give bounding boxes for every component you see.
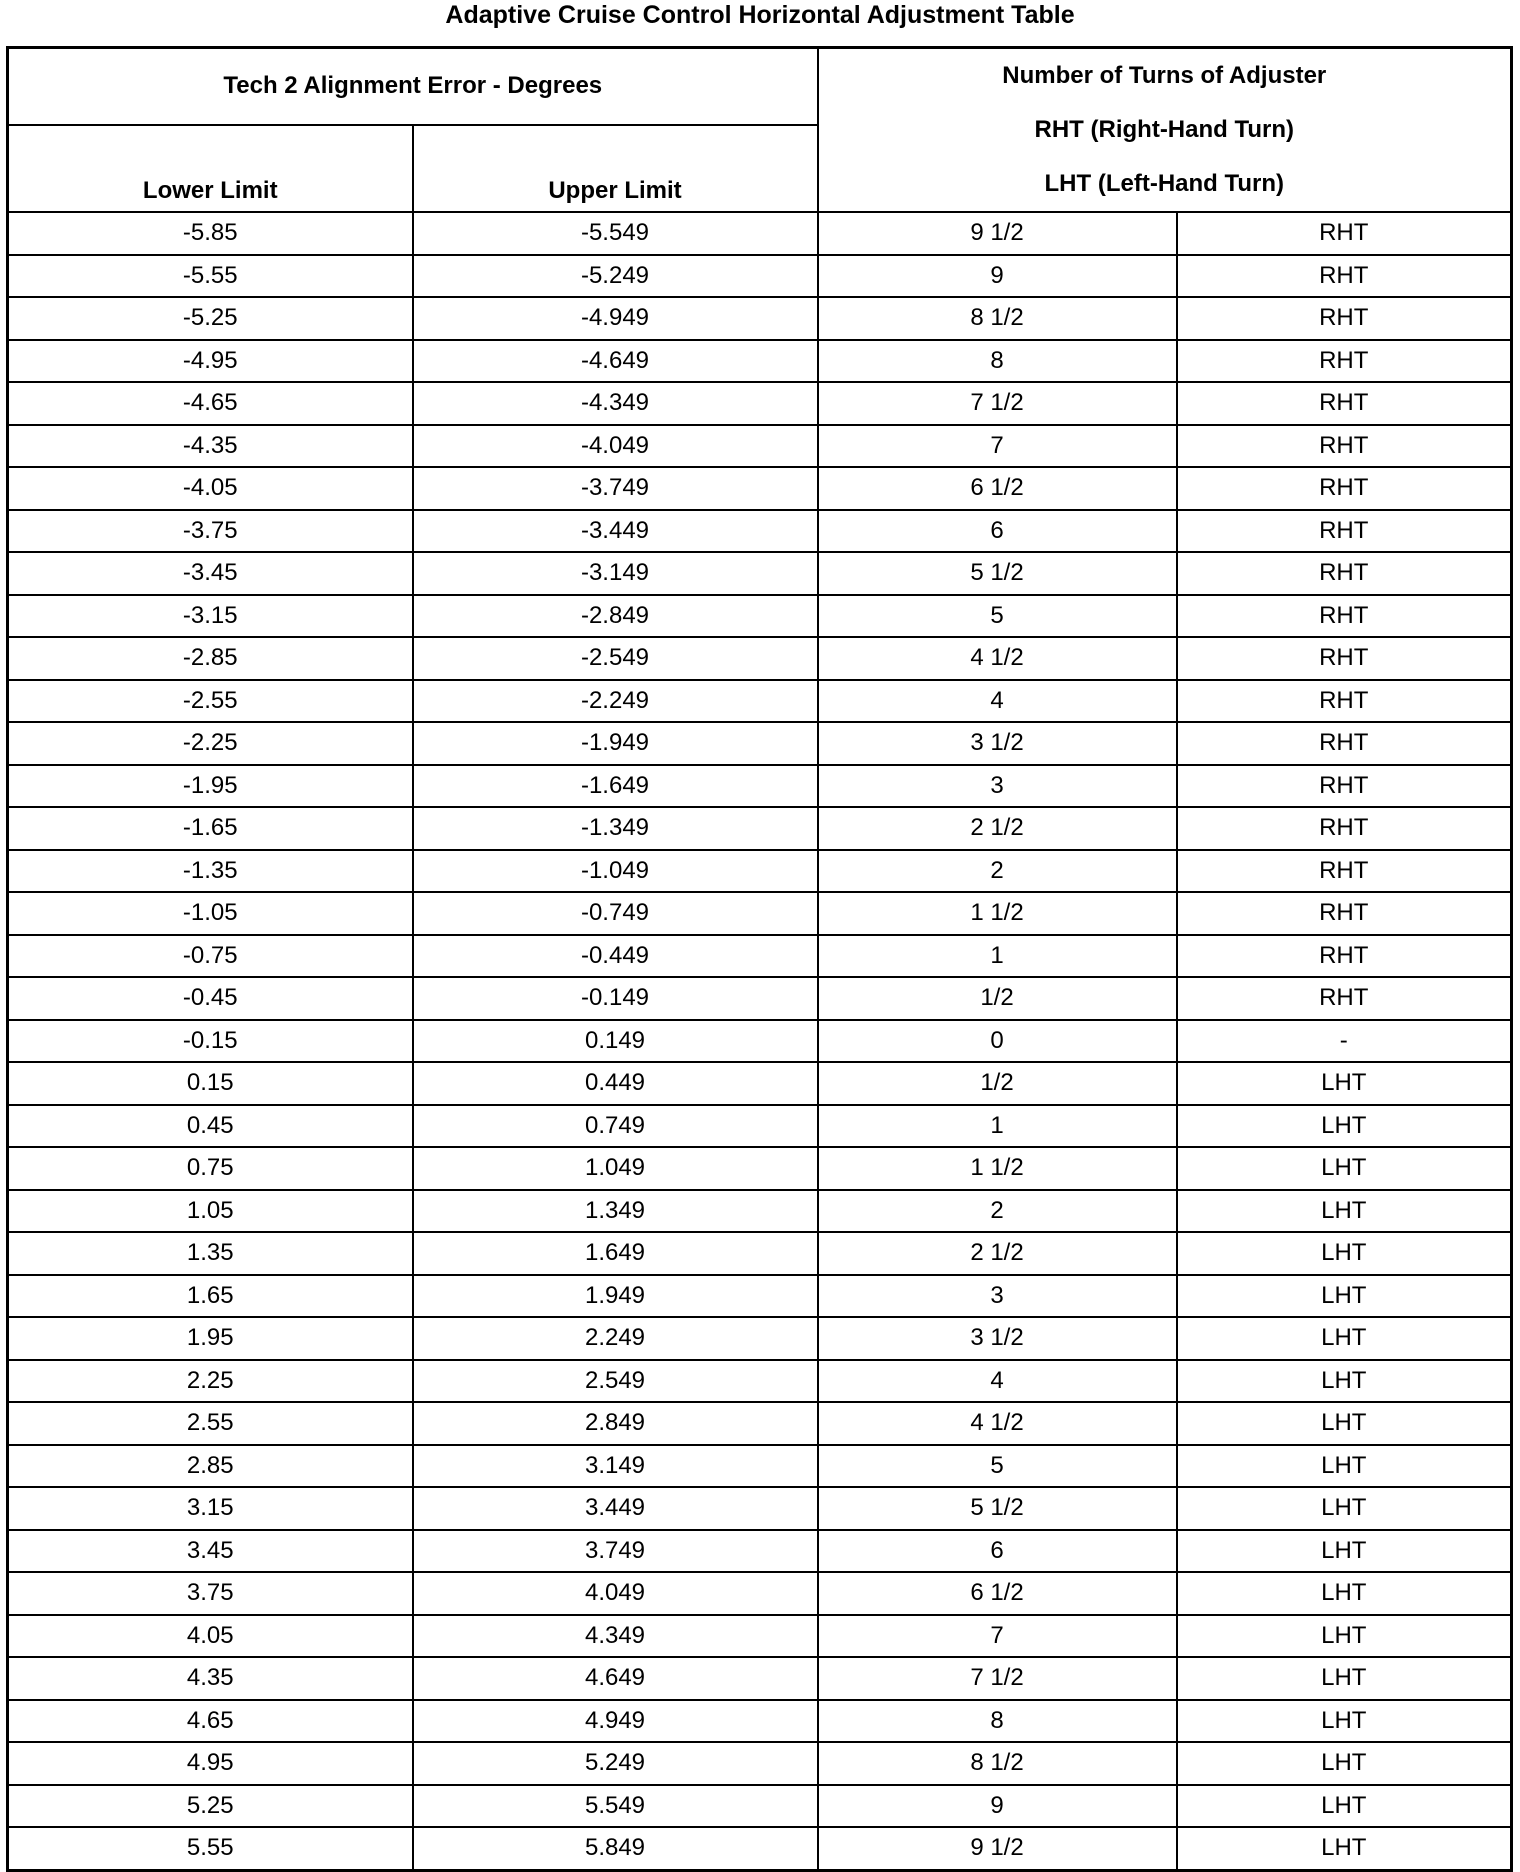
upper-limit-cell: -5.549 <box>413 212 818 255</box>
upper-limit-cell: 4.649 <box>413 1657 818 1700</box>
lower-limit-cell: 4.65 <box>8 1700 413 1743</box>
turn-direction-cell: LHT <box>1177 1190 1512 1233</box>
turns-count-cell: 7 1/2 <box>818 382 1177 425</box>
lower-limit-cell: -1.05 <box>8 892 413 935</box>
turns-count-cell: 9 <box>818 255 1177 298</box>
turn-direction-cell: LHT <box>1177 1232 1512 1275</box>
table-row <box>8 1360 1512 1403</box>
upper-limit-cell: 0.149 <box>413 1020 818 1063</box>
table-row <box>8 1827 1512 1870</box>
upper-limit-cell: 1.949 <box>413 1275 818 1318</box>
upper-limit-cell: 3.749 <box>413 1530 818 1573</box>
turn-direction-cell: RHT <box>1177 807 1512 850</box>
table-row <box>8 807 1512 850</box>
upper-limit-cell: 0.449 <box>413 1062 818 1105</box>
upper-limit-cell: 4.349 <box>413 1615 818 1658</box>
table-row <box>8 1530 1512 1573</box>
upper-limit-cell: -5.249 <box>413 255 818 298</box>
table-row <box>8 1020 1512 1063</box>
table-row <box>8 1317 1512 1360</box>
upper-limit-cell: 2.249 <box>413 1317 818 1360</box>
upper-limit-header: Upper Limit <box>413 125 818 212</box>
upper-limit-cell: -1.049 <box>413 850 818 893</box>
lower-limit-cell: -3.15 <box>8 595 413 638</box>
lower-limit-cell: -1.95 <box>8 765 413 808</box>
turn-direction-cell: RHT <box>1177 467 1512 510</box>
upper-limit-cell: 4.949 <box>413 1700 818 1743</box>
upper-limit-cell: 3.449 <box>413 1487 818 1530</box>
upper-limit-cell: 1.349 <box>413 1190 818 1233</box>
turns-header-line2: RHT (Right-Hand Turn) <box>1034 116 1295 143</box>
lower-limit-cell: -4.35 <box>8 425 413 468</box>
table-row <box>8 637 1512 680</box>
upper-limit-cell: -3.149 <box>413 552 818 595</box>
table-row <box>8 552 1512 595</box>
table-row <box>8 1615 1512 1658</box>
lower-limit-cell: 4.05 <box>8 1615 413 1658</box>
table-row <box>8 765 1512 808</box>
turn-direction-cell: - <box>1177 1020 1512 1063</box>
turns-count-cell: 9 <box>818 1785 1177 1828</box>
table-row <box>8 297 1512 340</box>
lower-limit-cell: 0.15 <box>8 1062 413 1105</box>
table-row <box>8 680 1512 723</box>
lower-limit-cell: 2.55 <box>8 1402 413 1445</box>
turns-count-cell: 8 <box>818 340 1177 383</box>
turn-direction-cell: RHT <box>1177 977 1512 1020</box>
turn-direction-cell: LHT <box>1177 1700 1512 1743</box>
turn-direction-cell: LHT <box>1177 1530 1512 1573</box>
table-row <box>8 382 1512 425</box>
turns-count-cell: 5 <box>818 595 1177 638</box>
table-row <box>8 212 1512 255</box>
turn-direction-cell: RHT <box>1177 425 1512 468</box>
turn-direction-cell: LHT <box>1177 1402 1512 1445</box>
lower-limit-cell: 0.45 <box>8 1105 413 1148</box>
turn-direction-cell: LHT <box>1177 1827 1512 1870</box>
lower-limit-cell: -2.85 <box>8 637 413 680</box>
lower-limit-cell: -2.25 <box>8 722 413 765</box>
turns-count-cell: 9 1/2 <box>818 212 1177 255</box>
table-header <box>8 48 1512 213</box>
lower-limit-cell: 0.75 <box>8 1147 413 1190</box>
upper-limit-cell: -4.049 <box>413 425 818 468</box>
turns-count-cell: 6 <box>818 1530 1177 1573</box>
turns-count-cell: 2 1/2 <box>818 807 1177 850</box>
turns-header-line1: Number of Turns of Adjuster <box>1002 62 1327 89</box>
turn-direction-cell: RHT <box>1177 892 1512 935</box>
turn-direction-cell: LHT <box>1177 1785 1512 1828</box>
turns-header-line3: LHT (Left-Hand Turn) <box>1044 170 1285 197</box>
turn-direction-cell: LHT <box>1177 1572 1512 1615</box>
upper-limit-cell: -0.449 <box>413 935 818 978</box>
lower-limit-cell: 2.85 <box>8 1445 413 1488</box>
turns-count-cell: 1/2 <box>818 1062 1177 1105</box>
table-row <box>8 255 1512 298</box>
turns-count-cell: 7 <box>818 425 1177 468</box>
lower-limit-cell: 1.35 <box>8 1232 413 1275</box>
lower-limit-cell: -0.45 <box>8 977 413 1020</box>
turn-direction-cell: RHT <box>1177 765 1512 808</box>
turn-direction-cell: RHT <box>1177 722 1512 765</box>
table-row <box>8 1105 1512 1148</box>
lower-limit-cell: -0.15 <box>8 1020 413 1063</box>
turns-count-cell: 1/2 <box>818 977 1177 1020</box>
turn-direction-cell: LHT <box>1177 1062 1512 1105</box>
table-row <box>8 1700 1512 1743</box>
lower-limit-cell: -4.05 <box>8 467 413 510</box>
turn-direction-cell: LHT <box>1177 1275 1512 1318</box>
table-row <box>8 850 1512 893</box>
upper-limit-cell: 0.749 <box>413 1105 818 1148</box>
table-row <box>8 1657 1512 1700</box>
turn-direction-cell: LHT <box>1177 1742 1512 1785</box>
turns-count-cell: 3 <box>818 1275 1177 1318</box>
turns-count-cell: 6 <box>818 510 1177 553</box>
lower-limit-cell: 5.25 <box>8 1785 413 1828</box>
upper-limit-cell: -2.849 <box>413 595 818 638</box>
upper-limit-cell: -0.149 <box>413 977 818 1020</box>
upper-limit-cell: -1.649 <box>413 765 818 808</box>
table-row <box>8 340 1512 383</box>
lower-limit-cell: 4.35 <box>8 1657 413 1700</box>
page-title: Adaptive Cruise Control Horizontal Adjustment Table <box>445 1 1075 29</box>
turns-count-cell: 1 <box>818 935 1177 978</box>
table-row <box>8 722 1512 765</box>
table-row <box>8 1487 1512 1530</box>
lower-limit-cell: -5.55 <box>8 255 413 298</box>
turn-direction-cell: RHT <box>1177 340 1512 383</box>
turn-direction-cell: RHT <box>1177 595 1512 638</box>
turns-count-cell: 5 1/2 <box>818 1487 1177 1530</box>
turns-header <box>818 48 1512 213</box>
table-row <box>8 1062 1512 1105</box>
table-row <box>8 1785 1512 1828</box>
lower-limit-header: Lower Limit <box>8 125 413 212</box>
table-row <box>8 1445 1512 1488</box>
upper-limit-cell: 2.549 <box>413 1360 818 1403</box>
turn-direction-cell: RHT <box>1177 382 1512 425</box>
lower-limit-cell: 3.75 <box>8 1572 413 1615</box>
upper-limit-cell: -2.549 <box>413 637 818 680</box>
turns-count-cell: 2 <box>818 1190 1177 1233</box>
table-row <box>8 1275 1512 1318</box>
lower-limit-cell: -1.65 <box>8 807 413 850</box>
header-row-top <box>8 48 1512 125</box>
upper-limit-cell: -1.949 <box>413 722 818 765</box>
turn-direction-cell: RHT <box>1177 297 1512 340</box>
turns-count-cell: 3 1/2 <box>818 1317 1177 1360</box>
turns-count-cell: 8 1/2 <box>818 297 1177 340</box>
turns-count-cell: 8 <box>818 1700 1177 1743</box>
lower-limit-cell: -1.35 <box>8 850 413 893</box>
upper-limit-cell: -4.649 <box>413 340 818 383</box>
turns-count-cell: 3 1/2 <box>818 722 1177 765</box>
turns-count-cell: 2 <box>818 850 1177 893</box>
table-row <box>8 595 1512 638</box>
turns-count-cell: 4 1/2 <box>818 637 1177 680</box>
turn-direction-cell: LHT <box>1177 1487 1512 1530</box>
turn-direction-cell: RHT <box>1177 637 1512 680</box>
alignment-error-header: Tech 2 Alignment Error - Degrees <box>8 48 818 125</box>
lower-limit-cell: 1.95 <box>8 1317 413 1360</box>
turns-count-cell: 6 1/2 <box>818 467 1177 510</box>
table-row <box>8 1232 1512 1275</box>
turn-direction-cell: LHT <box>1177 1657 1512 1700</box>
turn-direction-cell: LHT <box>1177 1445 1512 1488</box>
turns-count-cell: 1 <box>818 1105 1177 1148</box>
turn-direction-cell: RHT <box>1177 680 1512 723</box>
turns-count-cell: 2 1/2 <box>818 1232 1177 1275</box>
lower-limit-cell: 3.15 <box>8 1487 413 1530</box>
lower-limit-cell: 5.55 <box>8 1827 413 1870</box>
turns-count-cell: 1 1/2 <box>818 1147 1177 1190</box>
lower-limit-cell: -2.55 <box>8 680 413 723</box>
upper-limit-cell: 5.849 <box>413 1827 818 1870</box>
turns-count-cell: 7 1/2 <box>818 1657 1177 1700</box>
lower-limit-cell: 3.45 <box>8 1530 413 1573</box>
turns-count-cell: 0 <box>818 1020 1177 1063</box>
lower-limit-cell: 1.05 <box>8 1190 413 1233</box>
turns-count-cell: 5 1/2 <box>818 552 1177 595</box>
lower-limit-cell: -5.85 <box>8 212 413 255</box>
table-row <box>8 510 1512 553</box>
upper-limit-cell: 5.249 <box>413 1742 818 1785</box>
upper-limit-cell: -2.249 <box>413 680 818 723</box>
turns-count-cell: 9 1/2 <box>818 1827 1177 1870</box>
turns-count-cell: 4 <box>818 1360 1177 1403</box>
turn-direction-cell: RHT <box>1177 552 1512 595</box>
lower-limit-cell: 1.65 <box>8 1275 413 1318</box>
upper-limit-cell: 3.149 <box>413 1445 818 1488</box>
turns-count-cell: 5 <box>818 1445 1177 1488</box>
turns-count-cell: 7 <box>818 1615 1177 1658</box>
lower-limit-cell: -3.45 <box>8 552 413 595</box>
table-row <box>8 425 1512 468</box>
lower-limit-cell: 2.25 <box>8 1360 413 1403</box>
lower-limit-cell: -0.75 <box>8 935 413 978</box>
turn-direction-cell: LHT <box>1177 1360 1512 1403</box>
turn-direction-cell: RHT <box>1177 212 1512 255</box>
table-row <box>8 935 1512 978</box>
upper-limit-cell: -3.449 <box>413 510 818 553</box>
turns-count-cell: 6 1/2 <box>818 1572 1177 1615</box>
adjustment-table <box>6 46 1513 1872</box>
upper-limit-cell: 1.649 <box>413 1232 818 1275</box>
table-row <box>8 467 1512 510</box>
upper-limit-cell: 1.049 <box>413 1147 818 1190</box>
turn-direction-cell: RHT <box>1177 510 1512 553</box>
turn-direction-cell: RHT <box>1177 255 1512 298</box>
upper-limit-cell: -1.349 <box>413 807 818 850</box>
upper-limit-cell: -4.949 <box>413 297 818 340</box>
upper-limit-cell: 5.549 <box>413 1785 818 1828</box>
turn-direction-cell: LHT <box>1177 1317 1512 1360</box>
table-row <box>8 1190 1512 1233</box>
lower-limit-cell: -4.65 <box>8 382 413 425</box>
turns-count-cell: 8 1/2 <box>818 1742 1177 1785</box>
table-row <box>8 892 1512 935</box>
lower-limit-cell: -4.95 <box>8 340 413 383</box>
lower-limit-cell: 4.95 <box>8 1742 413 1785</box>
turn-direction-cell: RHT <box>1177 935 1512 978</box>
table-row <box>8 1147 1512 1190</box>
turns-count-cell: 3 <box>818 765 1177 808</box>
upper-limit-cell: -0.749 <box>413 892 818 935</box>
turns-count-cell: 4 1/2 <box>818 1402 1177 1445</box>
table-body <box>8 212 1512 1870</box>
upper-limit-cell: 4.049 <box>413 1572 818 1615</box>
table-row <box>8 1742 1512 1785</box>
lower-limit-cell: -5.25 <box>8 297 413 340</box>
turn-direction-cell: RHT <box>1177 850 1512 893</box>
turns-count-cell: 4 <box>818 680 1177 723</box>
table-row <box>8 1572 1512 1615</box>
upper-limit-cell: -3.749 <box>413 467 818 510</box>
turn-direction-cell: LHT <box>1177 1147 1512 1190</box>
table-row <box>8 1402 1512 1445</box>
turn-direction-cell: LHT <box>1177 1105 1512 1148</box>
turn-direction-cell: LHT <box>1177 1615 1512 1658</box>
lower-limit-cell: -3.75 <box>8 510 413 553</box>
upper-limit-cell: 2.849 <box>413 1402 818 1445</box>
turns-count-cell: 1 1/2 <box>818 892 1177 935</box>
upper-limit-cell: -4.349 <box>413 382 818 425</box>
table-row <box>8 977 1512 1020</box>
